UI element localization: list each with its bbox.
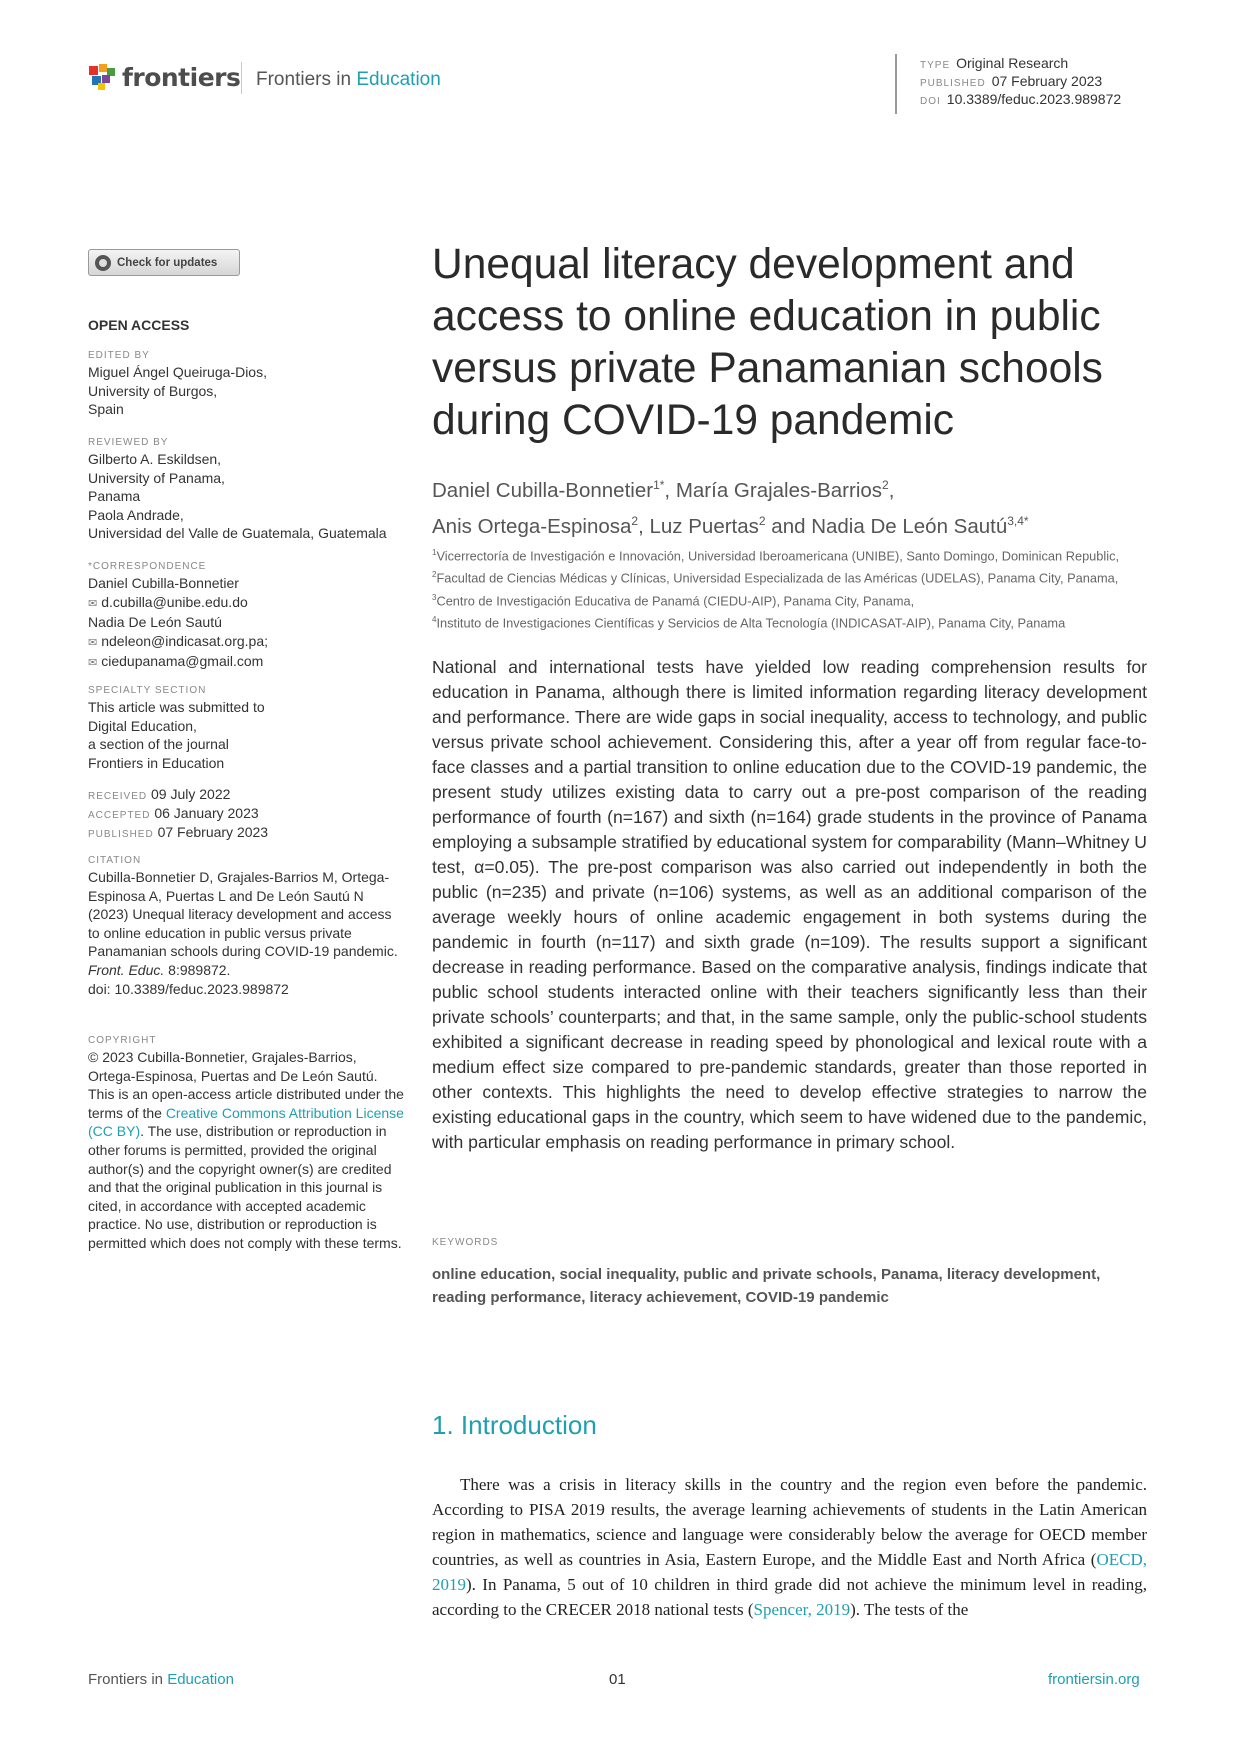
open-access-label: OPEN ACCESS [88,317,190,333]
copyright-pre: © 2023 Cubilla-Bonnetier, Grajales-Barrios, Ortega-Espinosa, Puertas and De León Sautú. This is an open-access article distributed under the terms of the [88,1049,404,1121]
intro-text: ). The tests of the [850,1600,969,1619]
frontiers-logo[interactable] [88,60,240,94]
reference-link[interactable]: Spencer, 2019 [753,1600,851,1619]
correspondence-label: *CORRESPONDENCE [88,561,207,572]
editor-line: University of Burgos, [88,382,218,399]
citation-label: CITATION [88,855,142,866]
correspondence-section [88,560,408,673]
author-name[interactable]: María Grajales-Barrios [675,478,883,502]
affiliation-sup: 2 [432,570,437,580]
date-value: 06 January 2023 [154,805,259,821]
citation-text [88,868,406,998]
specialty-line: This article was submitted to [88,699,265,715]
footer-journal-prefix: Frontiers in [88,1671,164,1688]
meta-type-key: TYPE [920,60,951,71]
specialty-label: SPECIALTY SECTION [88,685,207,696]
meta-doi-key: DOI [920,96,941,107]
email-link[interactable]: ✉ ciedupanama@gmail.com [88,652,408,673]
edited-by-section [88,349,408,419]
affiliation-text: Facultad de Ciencias Médicas y Clínicas, Universidad Especializada de las Américas (UDELAS), Panama City, Panama, [436,570,1119,586]
reviewer-line: Universidad del Valle de Guatemala, Guatemala [88,525,387,542]
email-link[interactable]: ✉ ndeleon@indicasat.org.pa; [88,632,408,653]
author-sup: 2 [631,513,639,528]
date-key: PUBLISHED [88,829,154,840]
header-divider [241,62,242,94]
copyright-section [88,1034,406,1253]
page-number: 01 [609,1671,626,1688]
reviewer-line: Panama [88,488,141,505]
editor-line: Miguel Ángel Queiruga-Dios, [88,364,267,380]
reviewed-by-label: REVIEWED BY [88,437,169,448]
section-heading-introduction: 1. Introduction [432,1410,597,1440]
reviewer-line: University of Panama, [88,469,225,486]
citation-volume: 8:989872. [164,961,231,978]
citation-section [88,854,406,998]
check-for-updates-button[interactable] [88,249,240,276]
author-sup: 3,4* [1007,513,1029,528]
copyright-label: COPYRIGHT [88,1035,157,1046]
citation-doi[interactable]: doi: 10.3389/feduc.2023.989872 [88,980,289,997]
date-accepted [88,804,408,823]
author-sup: 2 [758,513,766,528]
date-value: 07 February 2023 [157,824,269,840]
author-sep: , [664,478,676,502]
affiliation-sup: 4 [432,614,437,624]
author-sep: , [888,478,895,502]
specialty-line: a section of the journal [88,736,229,753]
copyright-text [88,1048,406,1253]
meta-type [920,55,1068,71]
abstract-text: National and international tests have yielded low reading comprehension results for education in Panama, although there is limited information regarding literacy development and performance. There are wide gaps in social inequality, access to technology, and public versus private school achievement. Considering this, after a year off from regular face-to-face classes and a partial transition to online education due to the COVID-19 pandemic, the present study utilizes existing data to carry out a pre-post comparison of the reading performance of fourth (n=167) and sixth (n=164) grade students in the province of Panama employing a subsample stratified by educational system for comparability (Mann–Whitney U test, α=0.05). The pre-post comparison was also carried out independently in both the public (n=235) and private (n=106) systems, as well as an additional comparison of the average weekly hours of online academic engagement in both systems during the pandemic in fourth (n=117) and sixth grade (n=109). The results support a significant decrease in reading performance. Based on the comparative analysis, findings indicate that public school students interacted online with their teachers significantly less than their private schools’ counterparts; and that, in the same sample, only the public-school students exhibited a significant decrease in reading speed by phonological and lexical route with a medium effect size compared to pre-pandemic standards, greater than those reported in other contexts. This highlights the need to develop effective strategies to narrow the existing educational gaps in the country, which seem to have widened due to the pandemic, with particular emphasis on reading performance in primary school. [432,657,1147,1152]
affiliation-text: Centro de Investigación Educativa de Panamá (CIEDU-AIP), Panama City, Panama, [436,592,915,608]
specialty-section [88,684,408,772]
author-sup: 2 [882,478,889,492]
date-key: RECEIVED [88,791,148,802]
reference-link[interactable]: OECD, 2019 [432,1550,1147,1594]
meta-type-value: Original Research [956,55,1069,71]
check-for-updates-label: Check for updates [117,256,218,269]
date-key: ACCEPTED [88,810,151,821]
author-sup: 1* [653,478,665,492]
journal-name[interactable] [256,69,441,91]
intro-paragraph [432,1472,1147,1622]
keywords-list: online education, social inequality, public and private schools, Panama, literacy development, reading performance, literacy achievement, COVID-19 pandemic [432,1266,1101,1306]
author-list [432,470,1152,542]
intro-text: There was a crisis in literacy skills in the country and the region even before the pandemic. According to PISA 2019 results, the average learning achievements of students in the Latin American region in mathematics, science and language were considerably below the average for OECD member countries, as well as countries in Asia, Eastern Europe, and the Middle East and North Africa ( [432,1475,1147,1569]
editor-line: Spain [88,401,124,418]
citation-main: Cubilla-Bonnetier D, Grajales-Barrios M, Ortega-Espinosa A, Puertas L and De León Sautú N (2023) Unequal literacy development and access to online education in public versus private Panamanian schools during COVID-19 pandemic. [88,869,398,960]
footer-journal-name: Education [167,1671,234,1688]
meta-published-key: PUBLISHED [920,78,986,89]
meta-doi-value[interactable]: 10.3389/feduc.2023.989872 [946,91,1122,107]
edited-by-label: EDITED BY [88,350,150,361]
affiliations [432,543,1152,632]
affiliation-sup: 3 [432,592,437,602]
crossmark-icon [95,255,111,271]
affiliation-text: Vicerrectoría de Investigación e Innovación, Universidad Iberoamericana (UNIBE), Santo Domingo, Dominican Republic, [436,548,1120,564]
correspondent-name: Nadia De León Sautú [88,614,222,631]
date-value: 09 July 2022 [151,786,231,802]
author-sep: and [765,514,812,538]
intro-text: ). In Panama, 5 out of 10 children in third grade did not achieve the minimum level in reading, according to the CRECER 2018 national tests ( [432,1575,1147,1619]
footer-journal[interactable] [88,1671,234,1688]
author-sep: , [638,514,650,538]
author-name[interactable]: Anis Ortega-Espinosa [432,514,632,538]
reviewer-line: Paola Andrade, [88,506,184,523]
keywords-label: KEYWORDS [432,1237,499,1248]
author-name[interactable]: Luz Puertas [649,514,759,538]
article-title: Unequal literacy development and access to online education in public versus private Panamanian schools during COVID-19 pandemic [432,241,1103,444]
journal-title: Education [356,69,441,90]
meta-published-value: 07 February 2023 [991,73,1103,89]
meta-published [920,73,1102,89]
brand-name: frontiers [122,62,241,92]
author-name[interactable]: Daniel Cubilla-Bonnetier [432,478,654,502]
correspondent-name: Daniel Cubilla-Bonnetier [88,575,239,591]
frontiers-logo-icon [88,63,116,91]
reviewer-line: Gilberto A. Eskildsen, [88,451,222,467]
dates-section [88,785,408,842]
specialty-line: Digital Education, [88,717,197,734]
date-received [88,785,408,804]
meta-doi[interactable] [920,91,1121,107]
reviewed-by-section [88,436,408,543]
specialty-line: Frontiers in Education [88,754,225,771]
affiliation-sup: 1 [432,548,437,557]
email-link[interactable]: ✉ d.cubilla@unibe.edu.do [88,593,408,614]
date-published [88,823,408,842]
cc-by-license-link[interactable]: Creative Commons Attribution License (CC BY) [88,1104,404,1140]
footer-site-link[interactable]: frontiersin.org [1048,1671,1140,1688]
author-name[interactable]: Nadia De León Sautú [811,514,1008,538]
copyright-post: . The use, distribution or reproduction in other forums is permitted, provided the original author(s) and the copyright owner(s) are credited and that the original publication in this journal is cited, in accordance with accepted academic practice. No use, distribution or reproduction is permitted which does not comply with these terms. [88,1123,402,1251]
citation-journal: Front. Educ. [88,961,165,978]
affiliation-text: Instituto de Investigaciones Científicas y Servicios de Alta Tecnología (INDICASAT-AIP), Panama City, Panama [436,615,1066,631]
journal-prefix: Frontiers in [256,69,352,90]
meta-divider [895,54,897,114]
